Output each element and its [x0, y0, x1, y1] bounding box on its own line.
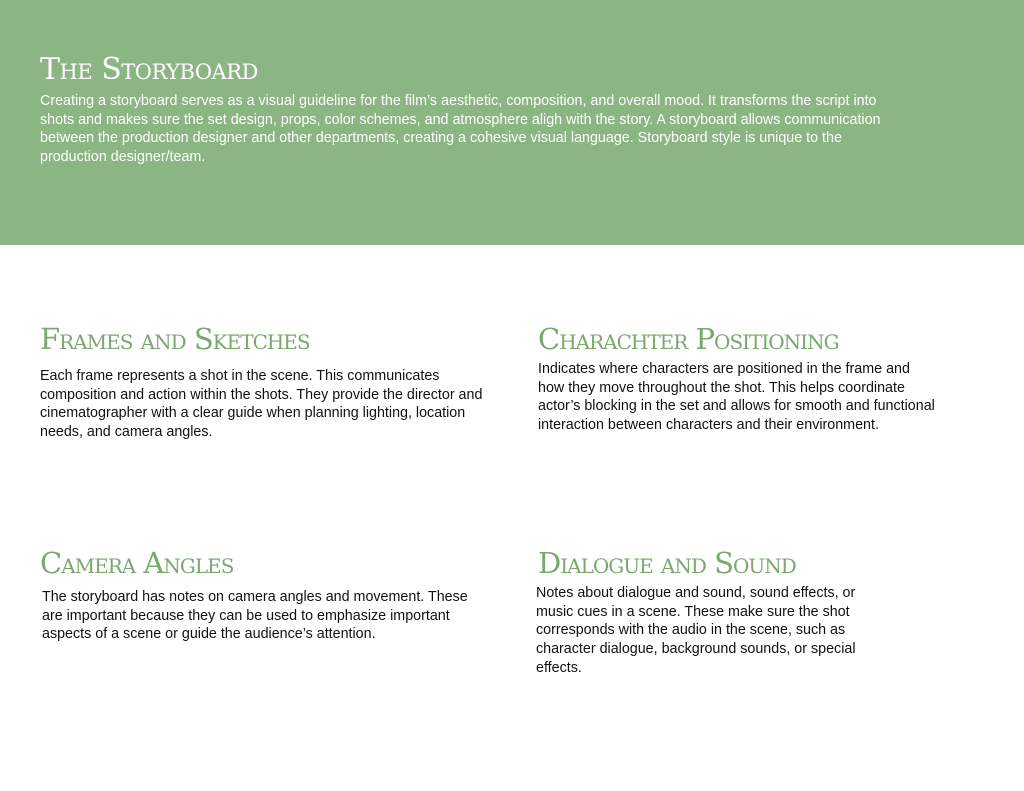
- section-text-character-positioning: Indicates where characters are positioned in the frame and how they move throughout the shot. This helps coordinate actor’s blocking in the set and allows for smooth and functional interaction between characters and their environment.: [538, 361, 935, 434]
- page-intro: Creating a storyboard serves as a visual guideline for the film’s aesthetic, composition, and overall mood. It transforms the script into shots and makes sure the set design, props, color schemes, and atmosphere aligh with the story. A storyboard allows communication between the production designer and other departments, creating a cohesive visual language. Storyboard style is unique to the production designer/team.: [40, 93, 881, 165]
- section-title-camera-angles: Camera Angles: [40, 546, 234, 580]
- section-title-frames-and-sketches: Frames and Sketches: [40, 322, 310, 356]
- section-text-camera-angles: The storyboard has notes on camera angles and movement. These are important because they can be used to emphasize important aspects of a scene or guide the audience’s attention.: [42, 589, 468, 643]
- section-text-dialogue-and-sound: Notes about dialogue and sound, sound effects, or music cues in a scene. These make sure the shot corresponds with the audio in the scene, such as character dialogue, background sounds, or special effects.: [536, 585, 856, 676]
- header-banner: [0, 0, 1024, 245]
- page-title: The Storyboard: [40, 52, 258, 87]
- section-title-character-positioning: Charachter Positioning: [538, 322, 839, 356]
- section-text-frames-and-sketches: Each frame represents a shot in the scene. This communicates composition and action within the shots. They provide the director and cinematographer with a clear guide when planning lighting, location needs, and camera angles.: [40, 368, 483, 441]
- section-title-dialogue-and-sound: Dialogue and Sound: [538, 546, 796, 580]
